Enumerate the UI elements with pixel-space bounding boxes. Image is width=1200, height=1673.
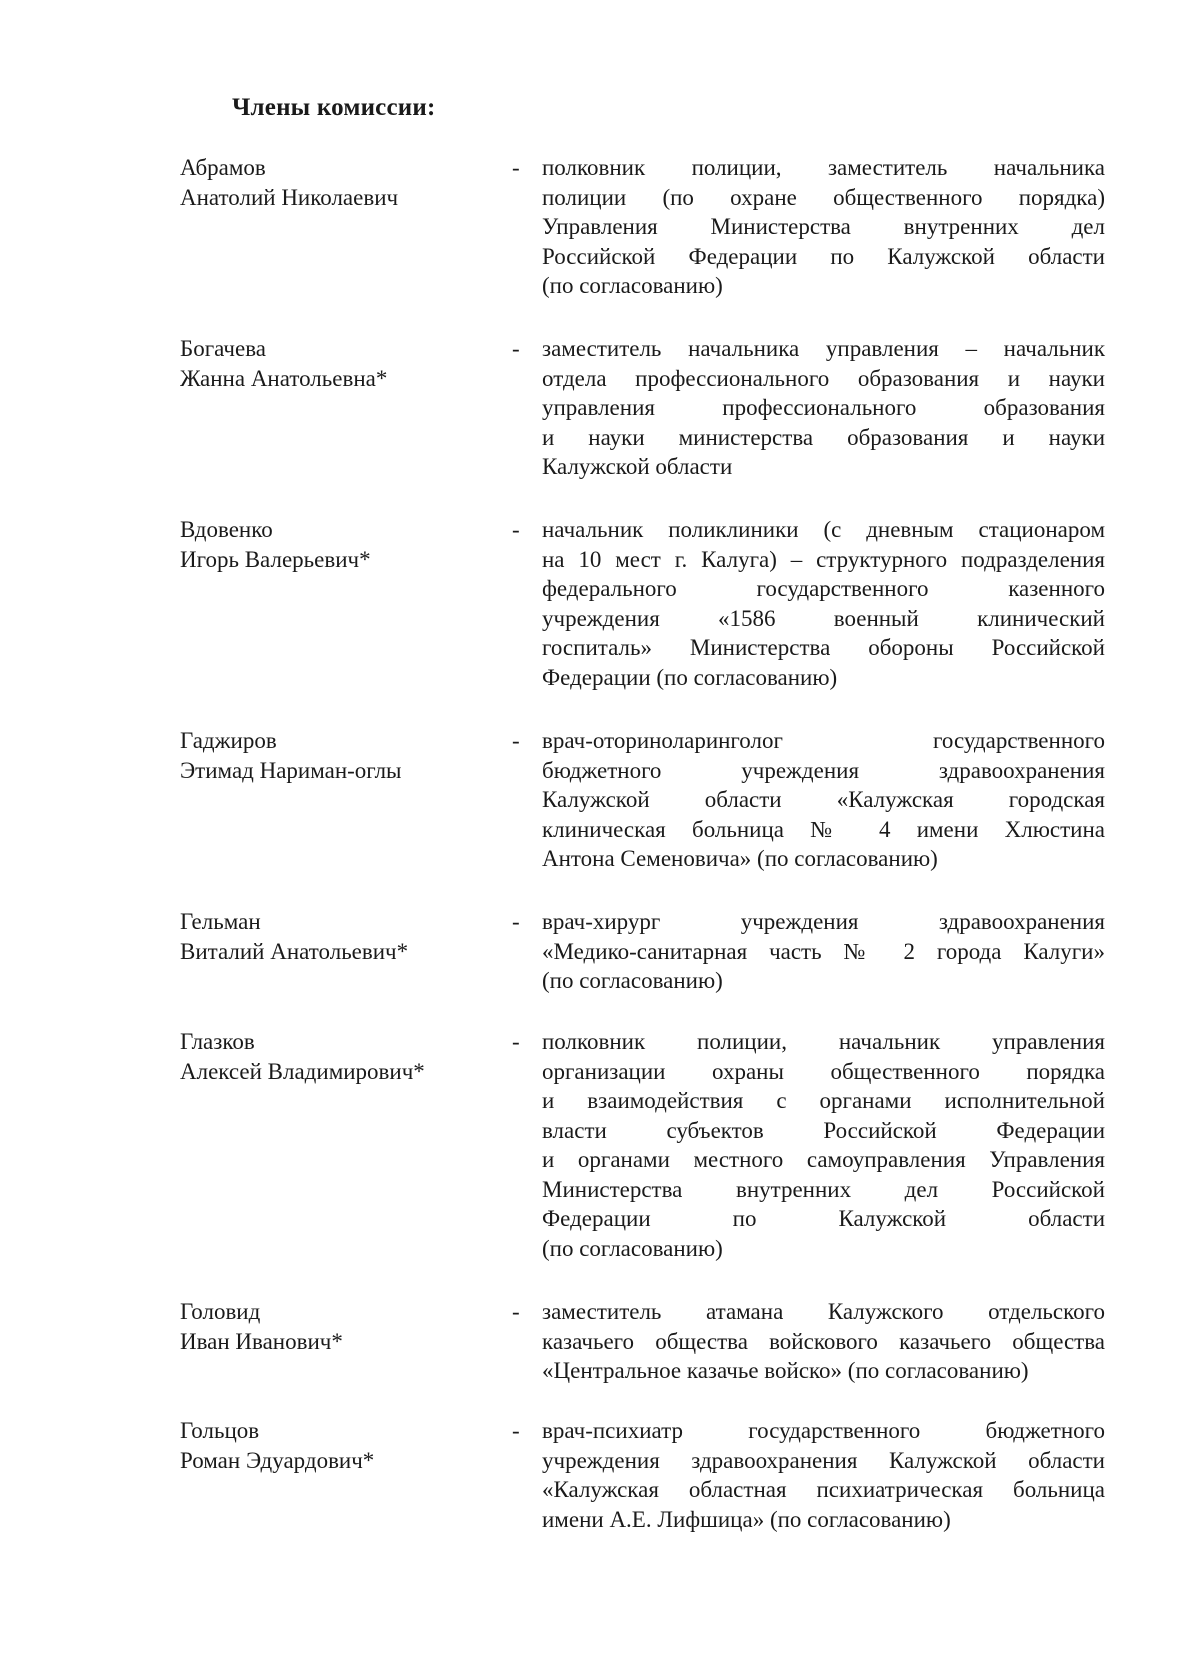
member-given-name: Жанна Анатольевна* <box>180 365 388 391</box>
description-line: организации охраны общественного порядка <box>542 1058 1105 1084</box>
description-line: Калужской области «Калужская городская <box>542 787 1105 812</box>
member-description <box>542 515 1105 692</box>
member-given-name: Анатолий Николаевич <box>180 184 399 210</box>
description-line: начальник поликлиники (с дневным стационаром <box>542 517 1105 542</box>
member-given-name: Игорь Валерьевич* <box>180 546 371 572</box>
description-line: имени А.Е. Лифшица» (по согласованию) <box>542 1506 951 1532</box>
member-dash: - <box>512 1299 520 1324</box>
member-surname: Богачева <box>180 336 266 361</box>
member-given-name: Виталий Анатольевич* <box>180 938 409 964</box>
description-line: отдела профессионального образования и науки <box>542 365 1105 391</box>
description-line: федерального государственного казенного <box>542 576 1105 601</box>
description-line: «Центральное казачье войско» (по согласованию) <box>542 1358 1029 1383</box>
description-line: Федерации по Калужской области <box>542 1206 1105 1231</box>
member-surname: Гаджиров <box>180 728 277 753</box>
description-line: Федерации (по согласованию) <box>542 664 838 690</box>
member-description <box>542 153 1105 301</box>
description-line: (по согласованию) <box>542 273 723 298</box>
description-line: заместитель начальника управления – начальник <box>542 336 1105 361</box>
description-line: полиции (по охране общественного порядка) <box>542 184 1105 210</box>
description-line: на 10 мест г. Калуга) – структурного подразделения <box>542 546 1105 572</box>
member-name <box>180 1416 500 1475</box>
member-description <box>542 726 1105 874</box>
description-line: «Калужская областная психиатрическая больница <box>542 1477 1105 1502</box>
description-line: клиническая больница № 4 имени Хлюстина <box>542 816 1105 842</box>
member-name <box>180 907 500 966</box>
member-surname: Глазков <box>180 1029 255 1054</box>
member-given-name: Этимад Нариман-оглы <box>180 757 402 783</box>
description-line: врач-психиатр государственного бюджетного <box>542 1418 1105 1443</box>
member-given-name: Иван Иванович* <box>180 1328 343 1354</box>
member-surname: Головид <box>180 1299 261 1324</box>
member-name <box>180 726 500 785</box>
member-dash: - <box>512 728 520 753</box>
member-dash: - <box>512 336 520 361</box>
description-line: (по согласованию) <box>542 1235 723 1261</box>
member-dash: - <box>512 155 520 180</box>
member-name <box>180 515 500 574</box>
description-line: казачьего общества войскового казачьего общества <box>542 1328 1105 1354</box>
description-line: Управления Министерства внутренних дел <box>542 214 1105 239</box>
member-description <box>542 334 1105 482</box>
member-dash: - <box>512 1029 520 1054</box>
description-line: и органами местного самоуправления Управления <box>542 1147 1105 1172</box>
description-line: учреждения здравоохранения Калужской области <box>542 1447 1105 1473</box>
member-surname: Гельман <box>180 909 261 934</box>
member-name <box>180 1027 500 1086</box>
description-line: врач-хирург учреждения здравоохранения <box>542 909 1105 934</box>
member-name <box>180 1297 500 1356</box>
member-description <box>542 1416 1105 1534</box>
description-line: Антона Семеновича» (по согласованию) <box>542 846 938 871</box>
description-line: (по согласованию) <box>542 968 723 993</box>
description-line: Калужской области <box>542 454 733 479</box>
member-description <box>542 907 1105 996</box>
description-line: управления профессионального образования <box>542 395 1105 420</box>
section-heading: Члены комиссии: <box>232 94 436 121</box>
description-line: учреждения «1586 военный клинический <box>542 605 1105 631</box>
description-line: заместитель атамана Калужского отдельского <box>542 1299 1105 1324</box>
description-line: Министерства внутренних дел Российской <box>542 1176 1105 1202</box>
description-line: госпиталь» Министерства обороны Российской <box>542 635 1105 660</box>
member-surname: Гольцов <box>180 1418 260 1443</box>
member-surname: Вдовенко <box>180 517 273 542</box>
description-line: врач-оториноларинголог государственного <box>542 728 1105 753</box>
member-dash: - <box>512 1418 520 1443</box>
member-description <box>542 1027 1105 1263</box>
member-given-name: Алексей Владимирович* <box>180 1058 425 1084</box>
member-surname: Абрамов <box>180 155 266 180</box>
member-name <box>180 334 500 393</box>
description-line: и взаимодействия с органами исполнительной <box>542 1088 1105 1113</box>
description-line: Российской Федерации по Калужской области <box>542 243 1105 269</box>
description-line: «Медико-санитарная часть № 2 города Калуги» <box>542 938 1105 964</box>
member-dash: - <box>512 909 520 934</box>
member-description <box>542 1297 1105 1386</box>
description-line: полковник полиции, начальник управления <box>542 1029 1105 1054</box>
description-line: власти субъектов Российской Федерации <box>542 1117 1105 1143</box>
member-name <box>180 153 500 212</box>
description-line: полковник полиции, заместитель начальника <box>542 155 1105 180</box>
member-dash: - <box>512 517 520 542</box>
member-given-name: Роман Эдуардович* <box>180 1447 375 1473</box>
description-line: и науки министерства образования и науки <box>542 424 1105 450</box>
description-line: бюджетного учреждения здравоохранения <box>542 757 1105 783</box>
